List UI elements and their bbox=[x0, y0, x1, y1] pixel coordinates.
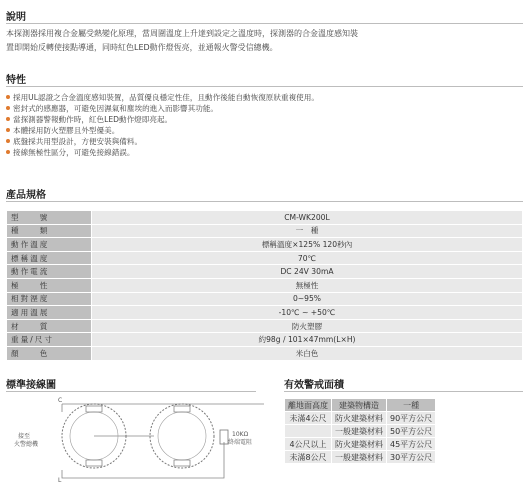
bullet-icon bbox=[6, 128, 10, 132]
area-height bbox=[285, 425, 332, 438]
spec-value: 一 種 bbox=[92, 224, 523, 238]
table-row bbox=[7, 224, 523, 238]
spec-value: 標稱溫度×125% 120秒內 bbox=[92, 238, 523, 252]
area-structure: 一般建築材料 bbox=[332, 425, 387, 438]
table-row bbox=[7, 292, 523, 306]
spec-value: -10℃ ~ +50℃ bbox=[92, 306, 523, 320]
spec-value: CM-WK200L bbox=[92, 211, 523, 225]
spec-label: 標稱溫度 bbox=[7, 251, 92, 265]
table-row bbox=[7, 346, 523, 360]
specs-divider bbox=[6, 201, 523, 202]
area-divider bbox=[284, 391, 523, 392]
terminal-block bbox=[86, 406, 102, 412]
area-header: 建築物構造 bbox=[332, 399, 387, 412]
table-row bbox=[7, 333, 523, 347]
panel-label-2: 火警總機 bbox=[14, 441, 39, 448]
area-table bbox=[284, 398, 436, 464]
terminal-block bbox=[174, 406, 190, 412]
description-line-2: 置即開始反轉使接點導通，同時紅色LED動作燈恆亮，並通報火警受信總機。 bbox=[6, 43, 278, 52]
table-row bbox=[285, 438, 436, 451]
wiring-diagram bbox=[14, 392, 264, 482]
specs-table bbox=[6, 210, 523, 361]
feature-item: 本體採用防火塑膠且外型優美。 bbox=[6, 125, 119, 136]
feature-item: 密封式的感應器，可避免因濕氣和塵埃的進入而影響其功能。 bbox=[6, 103, 218, 114]
terminal-block bbox=[86, 460, 102, 466]
table-row bbox=[7, 251, 523, 265]
bullet-icon bbox=[6, 106, 10, 110]
table-row bbox=[7, 265, 523, 279]
area-value: 30平方公尺 bbox=[387, 451, 436, 464]
table-row bbox=[7, 278, 523, 292]
area-value: 50平方公尺 bbox=[387, 425, 436, 438]
table-row bbox=[285, 451, 436, 464]
feature-item: 採用UL認證之合金溫度感知裝置，品質優良穩定性佳，且動作後能自動恢復原狀重複使用。 bbox=[6, 92, 319, 103]
detector-inner-right bbox=[158, 412, 206, 460]
resistor-label-2: 終端電阻 bbox=[228, 439, 253, 446]
spec-value: 約98g / 101×47mm(L×H) bbox=[92, 333, 523, 347]
description-title: 說明 bbox=[6, 12, 26, 23]
spec-label: 顏 色 bbox=[7, 346, 92, 360]
area-structure: 防火建築材料 bbox=[332, 438, 387, 451]
spec-value: 防火塑膠 bbox=[92, 319, 523, 333]
spec-label: 型 號 bbox=[7, 211, 92, 225]
specs-title: 產品規格 bbox=[6, 190, 46, 201]
area-value: 45平方公尺 bbox=[387, 438, 436, 451]
feature-item: 當探測器警報動作時，紅色LED動作燈即亮起。 bbox=[6, 114, 172, 125]
spec-value: 70℃ bbox=[92, 251, 523, 265]
area-structure: 一般建築材料 bbox=[332, 451, 387, 464]
area-height: 4公尺以上 bbox=[285, 438, 332, 451]
bullet-icon bbox=[6, 139, 10, 143]
spec-value: 無極性 bbox=[92, 278, 523, 292]
features-title: 特性 bbox=[6, 75, 26, 86]
table-row bbox=[285, 399, 436, 412]
bullet-icon bbox=[6, 150, 10, 154]
area-header: 離地面高度 bbox=[285, 399, 332, 412]
table-row bbox=[285, 425, 436, 438]
spec-label: 相對溼度 bbox=[7, 292, 92, 306]
spec-label: 材 質 bbox=[7, 319, 92, 333]
features-divider bbox=[6, 86, 523, 87]
panel-label-1: 接至 bbox=[18, 433, 31, 440]
area-structure: 防火建築材料 bbox=[332, 412, 387, 425]
wire-l-label: L bbox=[58, 477, 62, 482]
spec-label: 動作電流 bbox=[7, 265, 92, 279]
area-value: 90平方公尺 bbox=[387, 412, 436, 425]
terminal-block bbox=[174, 460, 190, 466]
table-row bbox=[285, 412, 436, 425]
spec-label: 重量/尺寸 bbox=[7, 333, 92, 347]
wiring-title: 標準接線圖 bbox=[6, 380, 56, 391]
spec-label: 極 性 bbox=[7, 278, 92, 292]
table-row bbox=[7, 306, 523, 320]
resistor-icon bbox=[220, 430, 228, 444]
feature-item: 接線無極性區分，可避免接線錯誤。 bbox=[6, 147, 135, 158]
area-title: 有效警戒面積 bbox=[284, 380, 344, 391]
description-divider bbox=[6, 23, 523, 24]
description-line-1: 本探測器採用複合金屬受熱變化原理，當周圍溫度上升達到設定之溫度時，探測器的合金溫度感知裝 bbox=[6, 29, 358, 38]
spec-label: 適用溫展 bbox=[7, 306, 92, 320]
table-row bbox=[7, 319, 523, 333]
spec-value: 0~95% bbox=[92, 292, 523, 306]
spec-value: 米白色 bbox=[92, 346, 523, 360]
spec-label: 動作溫度 bbox=[7, 238, 92, 252]
area-header: 一種 bbox=[387, 399, 436, 412]
spec-label: 種 類 bbox=[7, 224, 92, 238]
wire-c-label: C bbox=[58, 397, 63, 404]
detector-base-right bbox=[150, 404, 214, 468]
resistor-label-1: 10KΩ bbox=[232, 431, 249, 438]
bullet-icon bbox=[6, 95, 10, 99]
bullet-icon bbox=[6, 117, 10, 121]
table-row bbox=[7, 211, 523, 225]
area-height: 未滿4公尺 bbox=[285, 412, 332, 425]
area-height: 未滿8公尺 bbox=[285, 451, 332, 464]
spec-value: DC 24V 30mA bbox=[92, 265, 523, 279]
table-row bbox=[7, 238, 523, 252]
feature-item: 底盤採共用型設計，方便安裝與備料。 bbox=[6, 136, 142, 147]
